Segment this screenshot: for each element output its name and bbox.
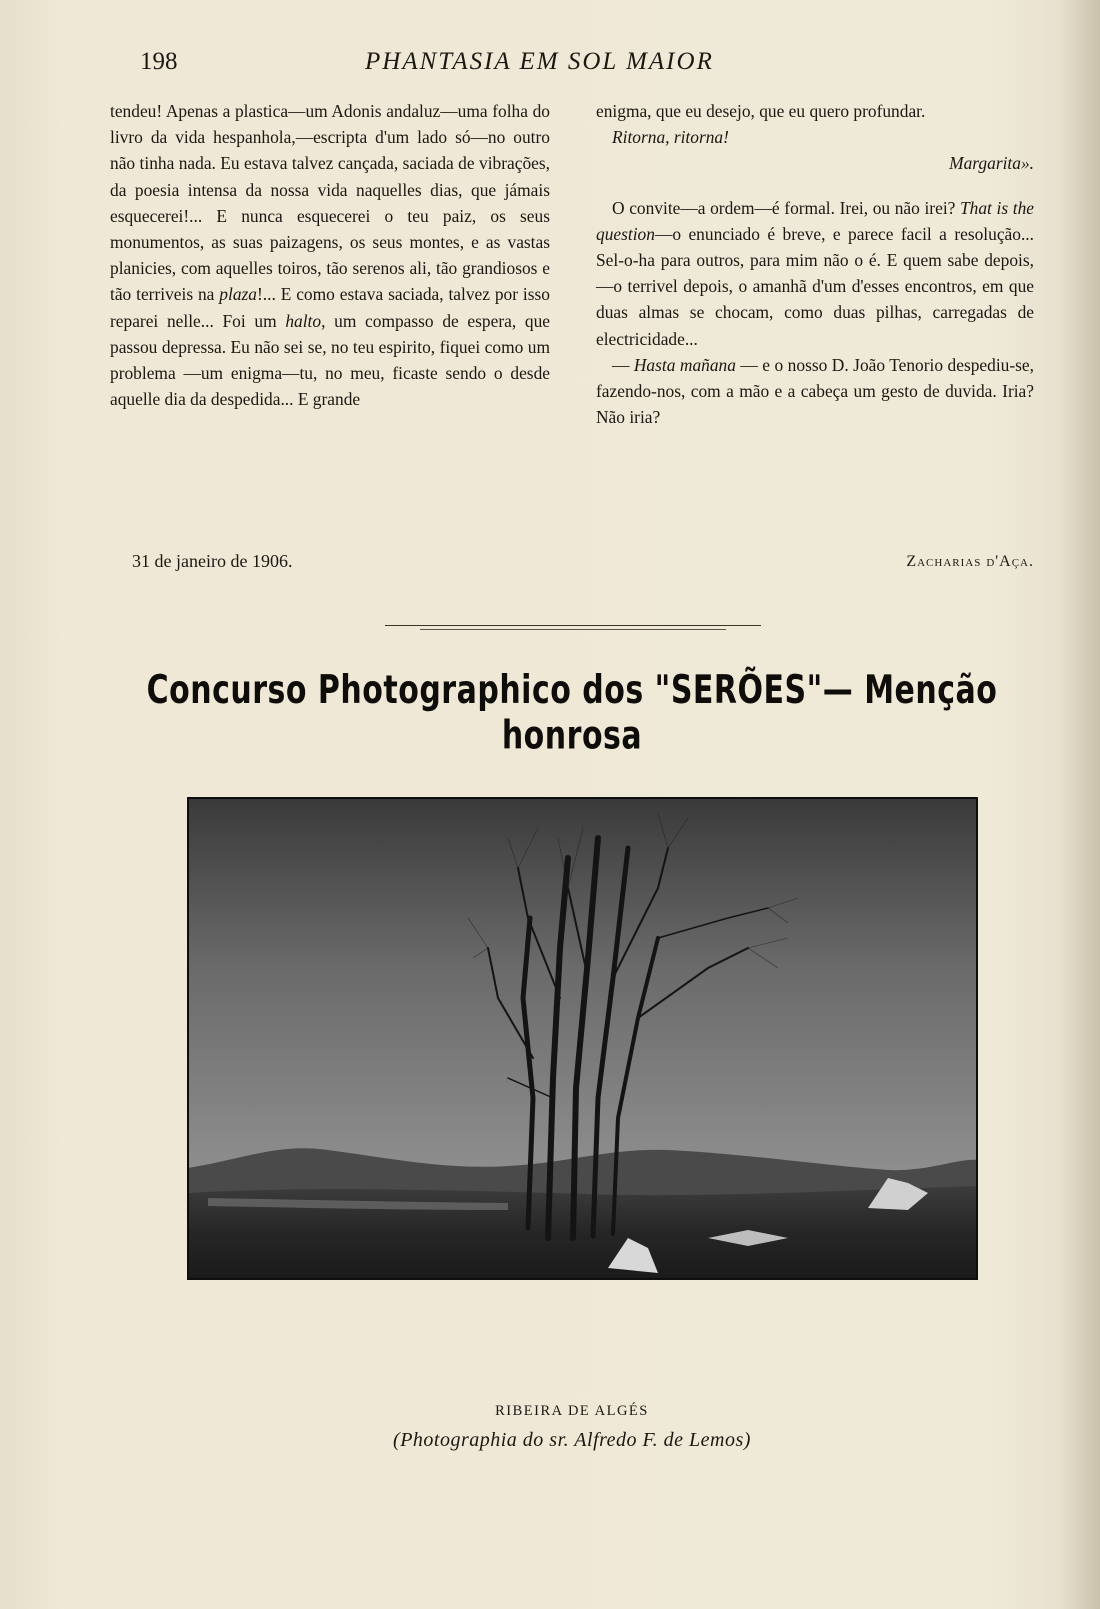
paragraph-gap (596, 177, 1034, 195)
article-date: 31 de janeiro de 1906. (132, 551, 293, 571)
plaza-word: plaza (219, 284, 257, 305)
p3-after: — e o nosso D. João Tenorio despediu-se, fazendo-nos, com a mão e a cabeça um gesto de duvida. Iria? Não iria? (596, 354, 1034, 428)
left-column (110, 98, 550, 412)
p2-before: O convite—a ordem—é formal. Irei, ou não irei? (612, 197, 960, 218)
page-header (140, 44, 1040, 78)
right-paragraph-1: enigma, que eu desejo, que eu quero profundar. (596, 101, 926, 121)
right-column (596, 98, 1034, 430)
photo-credit: (Photographia do sr. Alfredo F. de Lemos) (393, 1429, 751, 1451)
left-column-paragraph (110, 98, 550, 412)
section-divider (385, 625, 761, 626)
ritorna-line: Ritorna, ritorna! (612, 127, 729, 148)
after-plaza-text: !... E como estava saciada, talvez por isso reparei nelle... Foi um (110, 284, 550, 331)
right-paragraph-3 (596, 352, 1034, 431)
halto-word: halto (285, 310, 322, 331)
article-author: Zacharias d'Aça. (906, 553, 1034, 570)
left-paragraph-text: tendeu! Apenas a plastica—um Adonis andaluz—uma folha do livro da vida hespanhola,—escripta d'um lado só—no outro não tinha nada. Eu estava talvez cançada, saciada de vibrações, da poesia intensa da nossa vida naquelles dias, que jámais esquecerei!... E nunca esquecerei o teu paiz, os seus monumentos, as suas paizagens, os seus montes, e as vastas planicies, com aquelles toiros, tão serenos ali, tão grandiosos e tão terriveis na (110, 101, 550, 305)
after-halto-text: , um compasso de espera, que passou depressa. Eu não sei se, no teu espirito, fiquei como um problema —um enigma—tu, no meu, ficaste sendo o desde aquelle dia da despedida... E grande (110, 310, 550, 410)
p3-hasta: Hasta mañana (633, 354, 736, 375)
letter-signature: Margarita». (949, 153, 1034, 174)
page-gutter-shadow (1060, 0, 1100, 1609)
section-heading: Concurso Photographico dos "SERÕES"— Menção honrosa (146, 668, 998, 759)
running-title: PHANTASIA EM SOL MAIOR (365, 48, 714, 75)
photo-illustration (188, 798, 977, 1279)
section-divider-secondary (420, 629, 726, 630)
photo-caption: RIBEIRA DE ALGÉS (495, 1403, 649, 1419)
p3-dash: — (612, 354, 634, 375)
p2-after: —o enunciado é breve, e parece facil a resolução... Sel-o-ha para outros, para mim não o é. E quem sabe depois,—o terrivel depois, o amanhã d'um d'esses encontros, em que duas almas se chocam, como duas pilhas, carregadas de electricidade... (596, 223, 1034, 349)
p2-question: That is the question (596, 197, 1034, 244)
landscape-photo (187, 797, 978, 1280)
page-number: 198 (140, 48, 178, 75)
right-paragraph-2 (596, 195, 1034, 352)
